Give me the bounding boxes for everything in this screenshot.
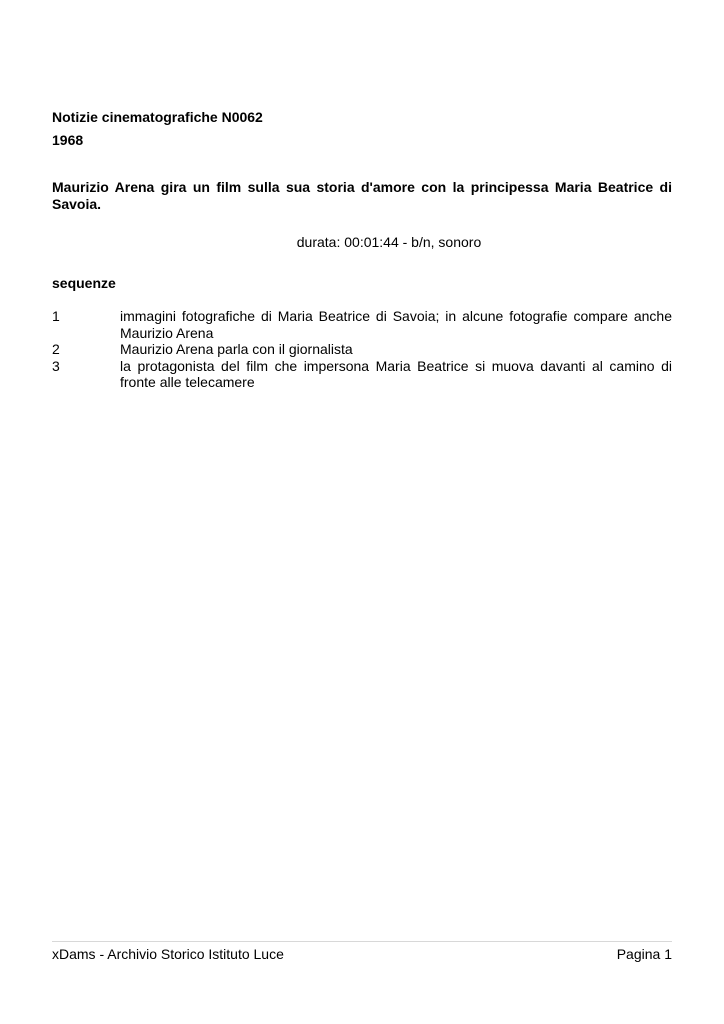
page-number: Pagina 1 bbox=[616, 946, 672, 962]
year: 1968 bbox=[52, 132, 84, 148]
sequence-number: 2 bbox=[52, 341, 60, 357]
sequence-text: immagini fotografiche di Maria Beatrice di Savoia; in alcune fotografie compare anche Maurizio Arena bbox=[120, 308, 672, 341]
sequence-item bbox=[52, 358, 672, 391]
footer-divider bbox=[52, 941, 672, 942]
sequences-list bbox=[52, 308, 672, 391]
sequence-item bbox=[52, 308, 672, 341]
sequences-heading: sequenze bbox=[52, 275, 116, 291]
document-page bbox=[52, 0, 672, 1024]
headline: Maurizio Arena gira un film sulla sua storia d'amore con la principessa Maria Beatrice di Savoia. bbox=[52, 179, 672, 212]
sequence-number: 1 bbox=[52, 308, 60, 324]
sequence-item bbox=[52, 341, 672, 358]
duration-info: durata: 00:01:44 - b/n, sonoro bbox=[296, 234, 482, 250]
sequence-number: 3 bbox=[52, 357, 60, 374]
sequence-text: Maurizio Arena parla con il giornalista bbox=[120, 341, 353, 357]
sequence-text: la protagonista del film che impersona Maria Beatrice si muova davanti al camino di fronte alle telecamere bbox=[120, 357, 672, 390]
series-title: Notizie cinematografiche N0062 bbox=[52, 109, 263, 125]
footer-source: xDams - Archivio Storico Istituto Luce bbox=[52, 946, 284, 962]
